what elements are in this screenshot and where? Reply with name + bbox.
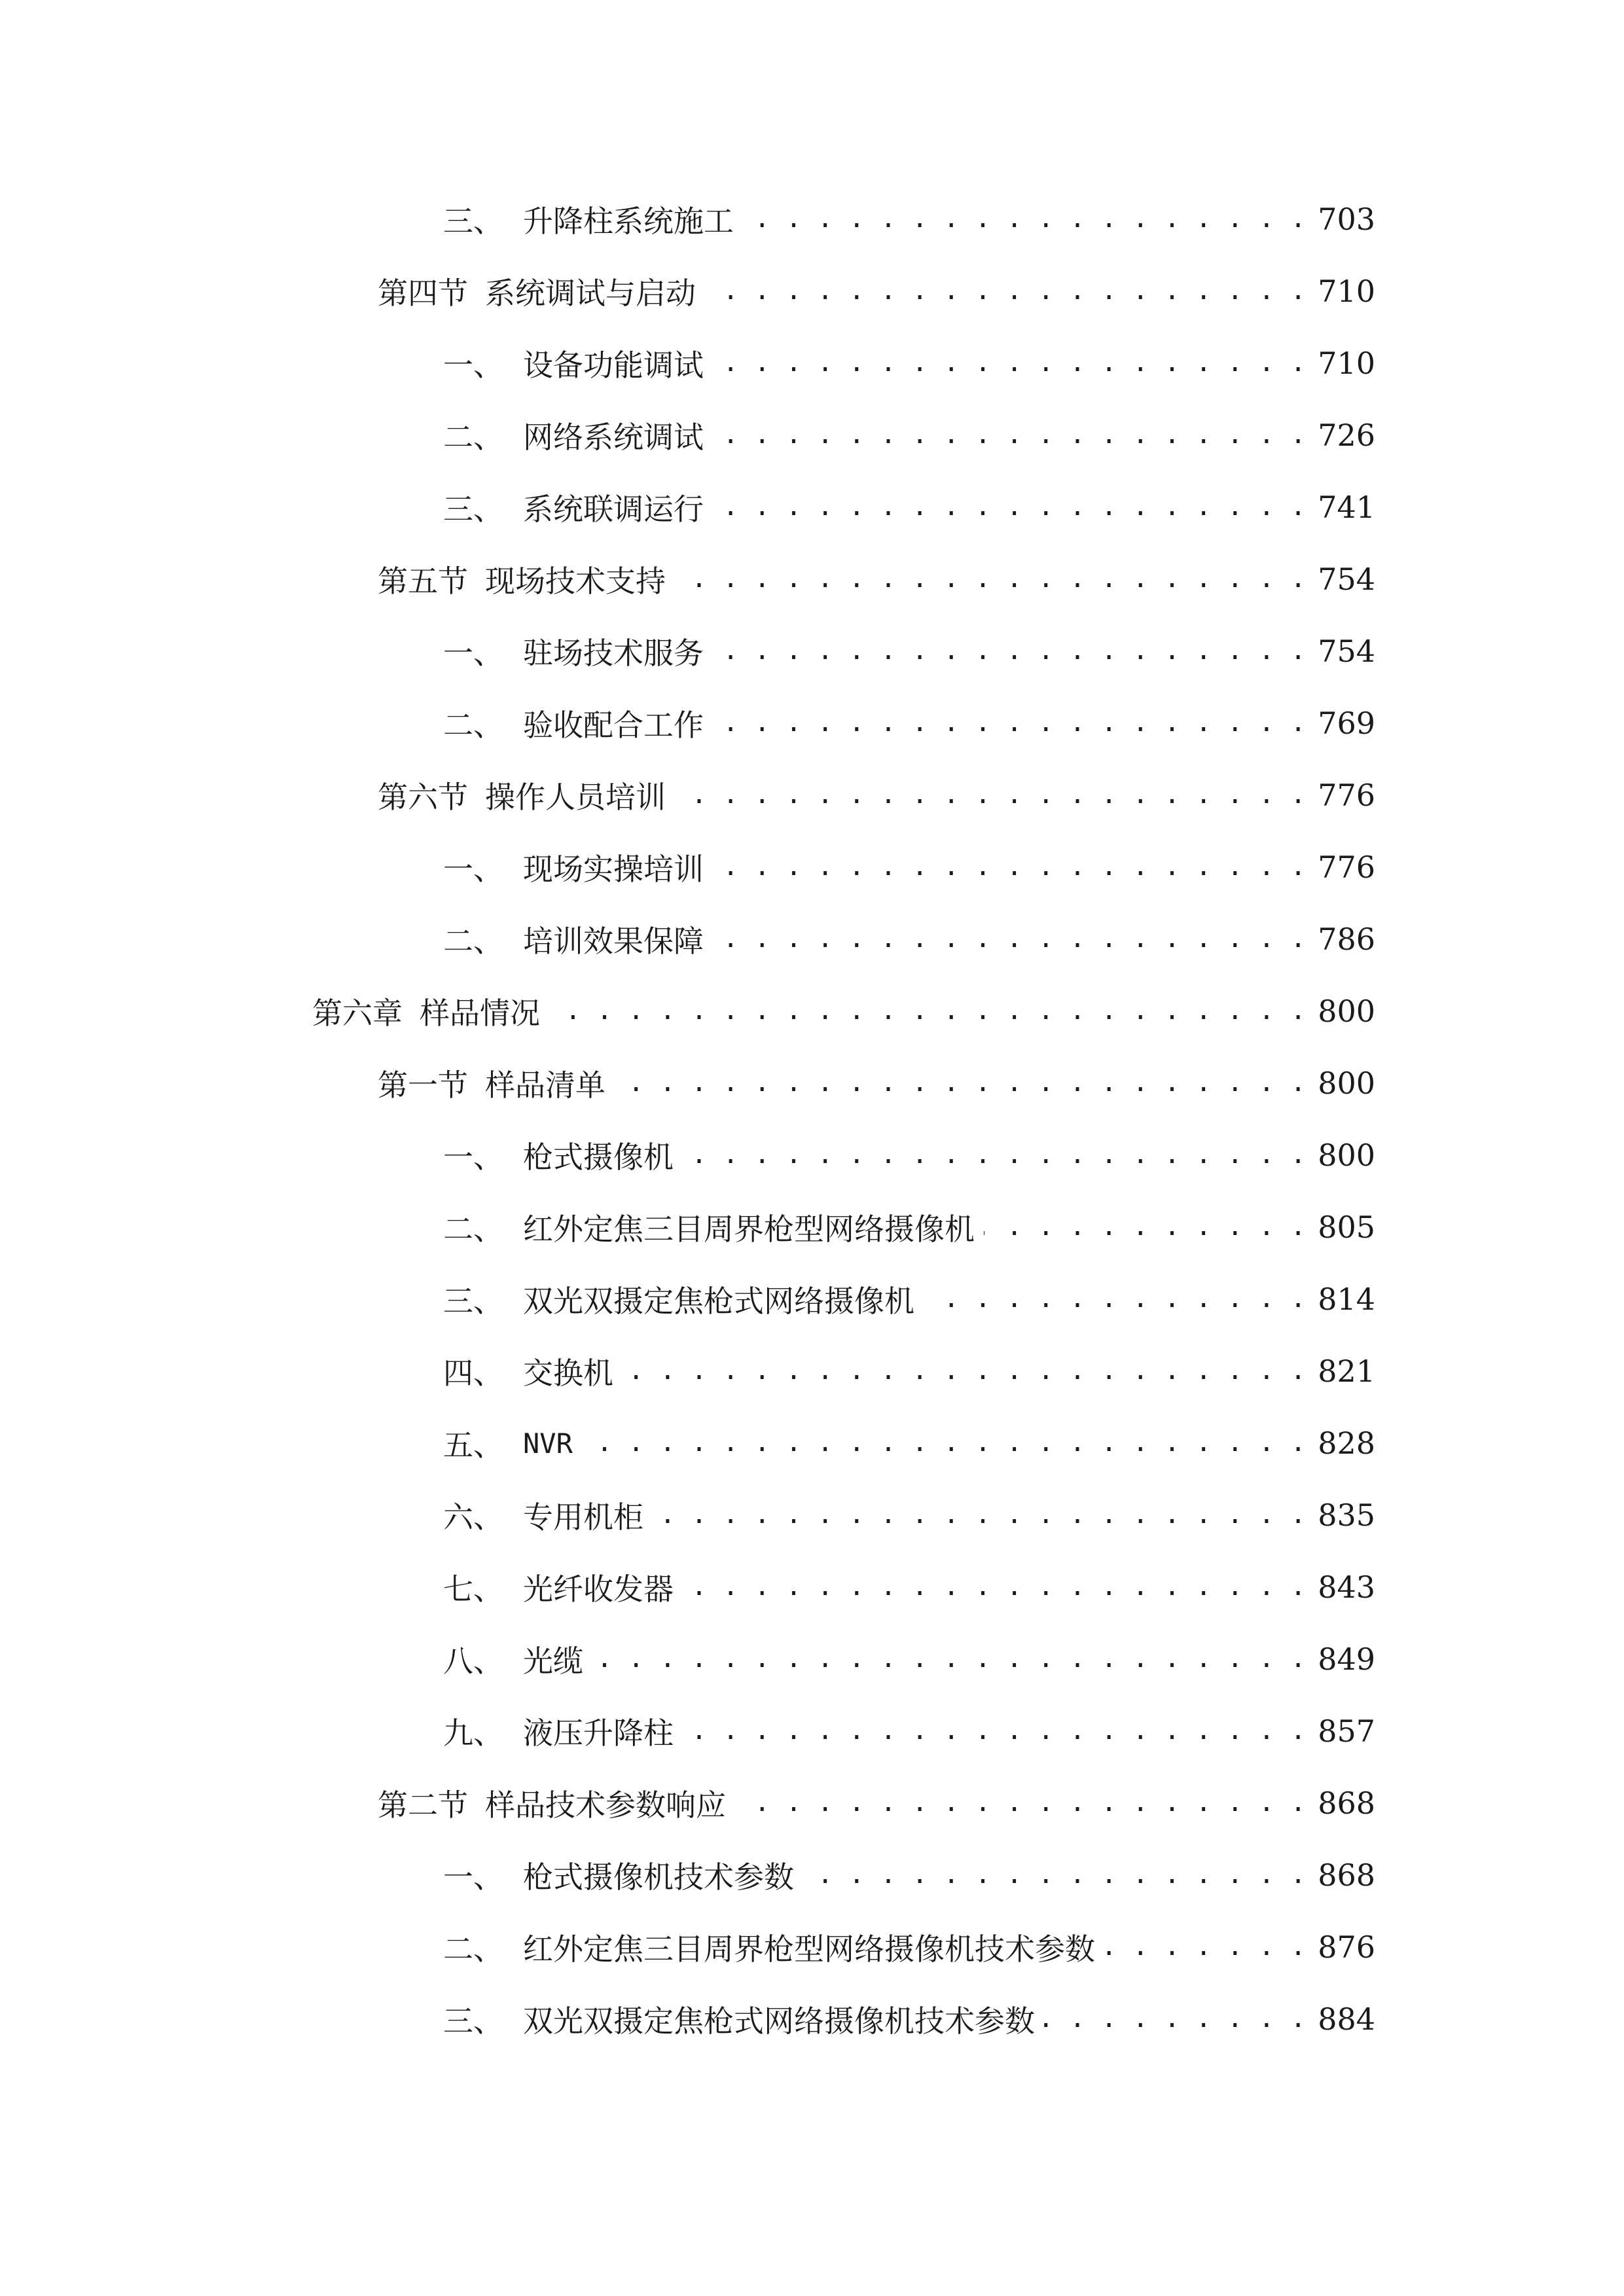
toc-entry-number: 三、 [443, 492, 503, 527]
toc-entry-number: 九、 [443, 1715, 503, 1751]
toc-entry-title: 双光双摄定焦枪式网络摄像机技术参数 [523, 2003, 1035, 2039]
toc-entry-number: 二、 [443, 1211, 503, 1247]
toc-entry-page: 786 [1318, 922, 1375, 957]
toc-entry[interactable] [443, 193, 1375, 245]
toc-entry[interactable] [378, 553, 1375, 605]
toc-entry-number: 第六章 [312, 996, 403, 1031]
toc-dot-leader [683, 1705, 1306, 1757]
toc-entry-title: 光缆 [523, 1643, 583, 1679]
toc-entry-title: 操作人员培训 [485, 780, 666, 815]
toc-entry[interactable] [443, 1561, 1375, 1613]
toc-entry-number: 第四节 [378, 276, 468, 311]
toc-entry-page: 843 [1318, 1570, 1375, 1605]
toc-entry[interactable] [443, 409, 1375, 461]
toc-dot-leader [713, 409, 1306, 461]
toc-entry[interactable] [443, 1921, 1375, 1973]
toc-entry-title: 红外定焦三目周界枪型网络摄像机 [523, 1211, 975, 1247]
toc-entry-page: 703 [1318, 202, 1375, 237]
toc-entry-title: 样品情况 [420, 996, 540, 1031]
toc-entry-number: 四、 [443, 1355, 503, 1391]
toc-entry-page: 754 [1318, 562, 1375, 597]
toc-entry-page: 821 [1318, 1354, 1375, 1389]
toc-entry-title: 专用机柜 [523, 1499, 643, 1535]
toc-entry[interactable] [443, 1417, 1375, 1469]
toc-dot-leader [713, 481, 1306, 533]
toc-entry-title: 样品清单 [485, 1067, 605, 1103]
toc-entry-number: 三、 [443, 2003, 503, 2039]
toc-entry-number: 五、 [443, 1427, 503, 1463]
toc-dot-leader [683, 1561, 1306, 1613]
toc-entry-page: 868 [1318, 1785, 1375, 1821]
toc-entry[interactable] [378, 1057, 1375, 1109]
toc-entry-title: 升降柱系统施工 [523, 204, 734, 239]
toc-dot-leader [1104, 1921, 1306, 1973]
toc-entry[interactable] [443, 1849, 1375, 1901]
toc-entry-number: 一、 [443, 348, 503, 383]
toc-dot-leader [592, 1633, 1306, 1685]
toc-dot-leader [713, 913, 1306, 965]
toc-entry-number: 第一节 [378, 1067, 468, 1103]
toc-entry-page: 800 [1318, 1066, 1375, 1101]
toc-entry-number: 第五节 [378, 564, 468, 599]
toc-entry-page: 800 [1318, 1138, 1375, 1173]
toc-entry-page: 868 [1318, 1857, 1375, 1893]
toc-entry-title: 枪式摄像机技术参数 [523, 1859, 794, 1895]
toc-entry-title: 网络系统调试 [523, 420, 704, 455]
toc-dot-leader [984, 1201, 1306, 1253]
toc-entry[interactable] [443, 1273, 1375, 1325]
toc-entry-title: 交换机 [523, 1355, 613, 1391]
toc-entry-page: 710 [1318, 346, 1375, 381]
toc-entry-page: 741 [1318, 490, 1375, 525]
toc-entry-page: 710 [1318, 274, 1375, 309]
toc-entry-title: 现场实操培训 [523, 852, 704, 887]
toc-dot-leader [924, 1273, 1306, 1325]
toc-entry-title: 设备功能调试 [523, 348, 704, 383]
toc-entry-number: 三、 [443, 204, 503, 239]
toc-entry-number: 二、 [443, 1931, 503, 1967]
toc-entry[interactable] [443, 841, 1375, 893]
toc-entry-page: 828 [1318, 1426, 1375, 1461]
toc-dot-leader [675, 769, 1306, 821]
toc-entry[interactable] [443, 913, 1375, 965]
toc-entry-number: 三、 [443, 1283, 503, 1319]
toc-entry-number: 六、 [443, 1499, 503, 1535]
toc-entry-page: 876 [1318, 1929, 1375, 1965]
toc-entry-title: 系统联调运行 [523, 492, 704, 527]
toc-entry-number: 八、 [443, 1643, 503, 1679]
toc-entry-page: 805 [1318, 1210, 1375, 1245]
toc-entry-title: 液压升降柱 [523, 1715, 674, 1751]
toc-entry-page: 835 [1318, 1498, 1375, 1533]
toc-entry-page: 776 [1318, 850, 1375, 885]
toc-dot-leader [713, 625, 1306, 677]
toc-entry-title: 现场技术支持 [485, 564, 666, 599]
toc-entry-title: 样品技术参数响应 [485, 1787, 726, 1823]
toc-entry-number: 七、 [443, 1571, 503, 1607]
toc-dot-leader [705, 265, 1306, 317]
toc-entry[interactable] [378, 265, 1375, 317]
toc-dot-leader [615, 1057, 1306, 1109]
toc-entry[interactable] [443, 1993, 1375, 2045]
toc-entry-title: 枪式摄像机 [523, 1139, 674, 1175]
toc-entry[interactable] [443, 1345, 1375, 1397]
toc-entry[interactable] [443, 1489, 1375, 1541]
toc-entry[interactable] [443, 1633, 1375, 1685]
toc-entry[interactable] [443, 697, 1375, 749]
toc-entry-number: 二、 [443, 708, 503, 743]
toc-entry-title: 红外定焦三目周界枪型网络摄像机技术参数 [523, 1931, 1095, 1967]
toc-entry-number: 一、 [443, 1859, 503, 1895]
toc-entry[interactable] [443, 1201, 1375, 1253]
toc-entry-number: 第二节 [378, 1787, 468, 1823]
toc-entry-title: 系统调试与启动 [485, 276, 696, 311]
toc-entry[interactable] [443, 481, 1375, 533]
toc-dot-leader [653, 1489, 1306, 1541]
toc-entry-page: 857 [1318, 1713, 1375, 1749]
toc-dot-leader [713, 841, 1306, 893]
toc-entry[interactable] [443, 1129, 1375, 1181]
toc-entry-title: 双光双摄定焦枪式网络摄像机 [523, 1283, 914, 1319]
toc-entry-number: 一、 [443, 636, 503, 671]
toc-entry-page: 814 [1318, 1282, 1375, 1317]
toc-dot-leader [1044, 1993, 1306, 2045]
toc-entry[interactable] [312, 985, 1375, 1037]
toc-dot-leader [549, 985, 1306, 1037]
toc-entry-page: 769 [1318, 706, 1375, 741]
toc-entry-page: 884 [1318, 2001, 1375, 2037]
toc-entry-title: NVR [523, 1427, 573, 1460]
toc-dot-leader [713, 697, 1306, 749]
toc-dot-leader [582, 1417, 1306, 1469]
toc-dot-leader [713, 337, 1306, 389]
toc-entry-title: 培训效果保障 [523, 924, 704, 959]
toc-entry-number: 二、 [443, 420, 503, 455]
toc-entry[interactable] [443, 625, 1375, 677]
toc-entry-number: 第六节 [378, 780, 468, 815]
toc-entry-number: 一、 [443, 1139, 503, 1175]
toc-entry[interactable] [378, 769, 1375, 821]
toc-entry[interactable] [443, 1705, 1375, 1757]
toc-dot-leader [743, 193, 1306, 245]
toc-entry-page: 849 [1318, 1641, 1375, 1677]
toc-entry-title: 光纤收发器 [523, 1571, 674, 1607]
toc-dot-leader [675, 553, 1306, 605]
toc-entry-page: 800 [1318, 994, 1375, 1029]
toc-entry-number: 二、 [443, 924, 503, 959]
toc-dot-leader [803, 1849, 1306, 1901]
toc-entry[interactable] [443, 337, 1375, 389]
toc-dot-leader [623, 1345, 1306, 1397]
toc-entry-title: 驻场技术服务 [523, 636, 704, 671]
toc-entry-page: 776 [1318, 778, 1375, 813]
toc-entry-number: 一、 [443, 852, 503, 887]
toc-entry-page: 726 [1318, 418, 1375, 453]
toc-entry[interactable] [378, 1777, 1375, 1829]
toc-dot-leader [735, 1777, 1306, 1829]
toc-entry-title: 验收配合工作 [523, 708, 704, 743]
toc-dot-leader [683, 1129, 1306, 1181]
toc-entry-page: 754 [1318, 634, 1375, 669]
